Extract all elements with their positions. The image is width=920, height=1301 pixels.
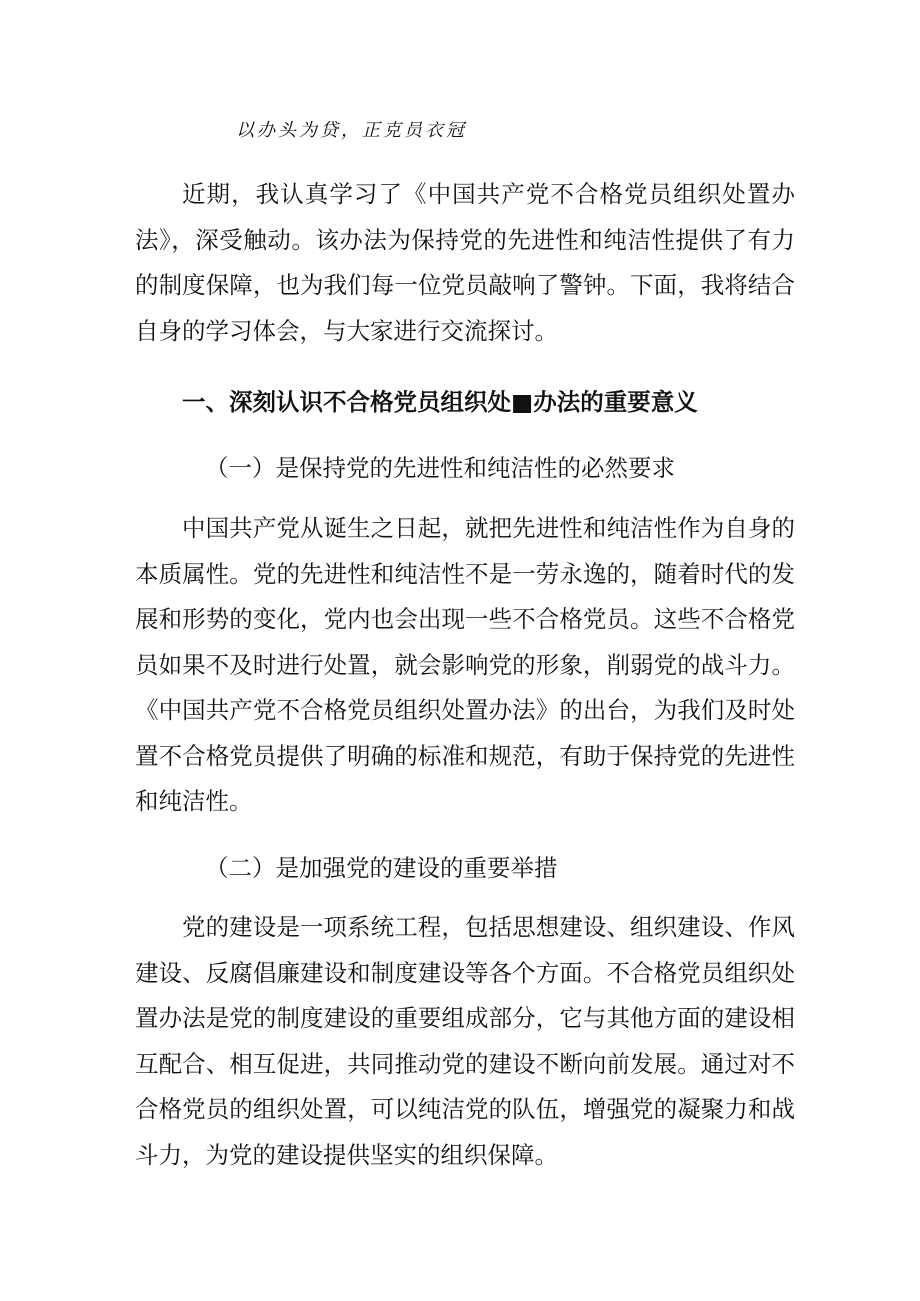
intro-paragraph: 近期，我认真学习了《中国共产党不合格党员组织处置办法》，深受触动。该办法为保持党的先进性和纯洁性提供了有力的制度保障，也为我们每一位党员敲响了警钟。下面，我将结合自身的学习体会，与大家进行交流探讨。	[135, 180, 795, 345]
document-title: 以办头为贷，正克员衣冠	[236, 120, 467, 141]
subsection-2-body: 党的建设是一项系统工程，包括思想建设、组织建设、作风建设、反腐倡廉建设和制度建设等各个方面。不合格党员组织处置办法是党的制度建设的重要组成部分，它与其他方面的建设相互配合、相互促进，共同推动党的建设不断向前发展。通过对不合格党员的组织处置，可以纯洁党的队伍，增强党的凝聚力和战斗力，为党的建设提供坚实的组织保障。	[135, 913, 795, 1169]
subsection-1-body: 中国共产党从诞生之日起，就把先进性和纯洁性作为自身的本质属性。党的先进性和纯洁性不是一劳永逸的，随着时代的发展和形势的变化，党内也会出现一些不合格党员。这些不合格党员如果不及时进行处置，就会影响党的形象，削弱党的战斗力。《中国共产党不合格党员组织处置办法》的出台，为我们及时处置不合格党员提供了明确的标准和规范，有助于保持党的先进性和纯洁性。	[135, 514, 795, 815]
subsection-1-heading: （一）是保持党的先进性和纯洁性的必然要求	[205, 454, 675, 482]
section-1-heading: 一、深刻认识不合格党员组织处■办法的重要意义	[182, 388, 698, 416]
subsection-2-heading: （二）是加强党的建设的重要举措	[205, 854, 558, 882]
